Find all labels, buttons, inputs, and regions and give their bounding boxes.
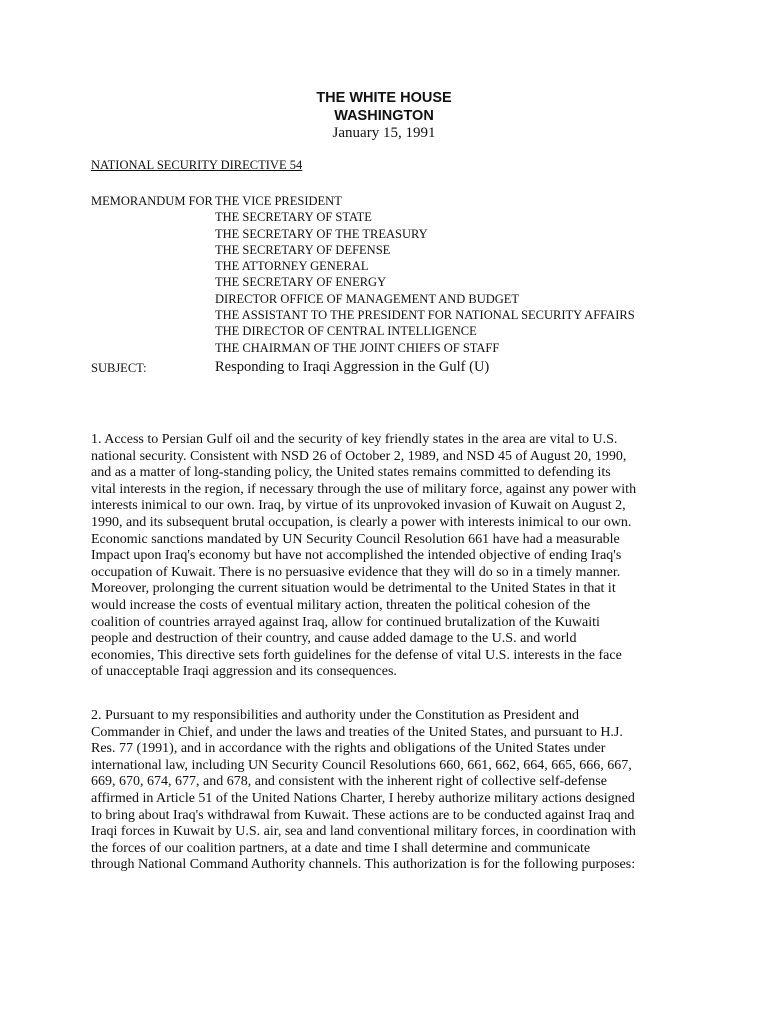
paragraph-line: affirmed in Article 51 of the United Nations Charter, I hereby authorize military actions designed xyxy=(91,790,635,806)
recipient-item: THE ATTORNEY GENERAL xyxy=(215,259,369,274)
recipient-item: THE SECRETARY OF DEFENSE xyxy=(215,242,391,257)
header-white-house: THE WHITE HOUSE xyxy=(316,90,452,106)
recipient-item: THE CHAIRMAN OF THE JOINT CHIEFS OF STAFF xyxy=(215,340,500,355)
paragraph-line: people and destruction of their country, and cause added damage to the U.S. and world xyxy=(91,631,577,647)
paragraph-line: occupation of Kuwait. There is no persuasive evidence that they will do so in a timely manner. xyxy=(91,564,621,580)
recipient-item: THE ASSISTANT TO THE PRESIDENT FOR NATIONAL SECURITY AFFAIRS xyxy=(215,308,635,323)
recipient-item: DIRECTOR OFFICE OF MANAGEMENT AND BUDGET xyxy=(215,291,520,306)
paragraph-line: interests inimical to our own. Iraq, by virtue of its unprovoked invasion of Kuwait on August 2, xyxy=(91,498,626,514)
paragraph-line: and as a matter of long-standing policy, the United states remains committed to defending its xyxy=(91,465,611,481)
paragraph-line: 1990, and its subsequent brutal occupation, is clearly a power with interests inimical to our own. xyxy=(91,514,632,530)
recipient-item: THE SECRETARY OF STATE xyxy=(215,210,372,225)
paragraph-line: the forces of our coalition partners, at a date and time I shall determine and communicate xyxy=(91,840,591,856)
paragraph-line: vital interests in the region, if necessary through the use of military force, against any power with xyxy=(91,481,637,497)
recipient-item: THE SECRETARY OF ENERGY xyxy=(215,275,387,290)
paragraph-2 xyxy=(91,708,691,874)
paragraph-line: Iraqi forces in Kuwait by U.S. air, sea and land conventional military forces, in coordination with xyxy=(91,824,636,840)
paragraph-line: would increase the costs of eventual military action, threaten the political cohesion of the xyxy=(91,597,591,613)
recipient-item: THE VICE PRESIDENT xyxy=(215,194,342,208)
paragraph-line: economies, This directive sets forth guidelines for the defense of vital U.S. interests in the face xyxy=(91,647,622,663)
paragraph-line: through National Command Authority channels. This authorization is for the following purposes: xyxy=(91,857,636,873)
paragraph-line: Commander in Chief, and under the laws and treaties of the United States, and pursuant to H.J. xyxy=(91,724,623,740)
header-washington: WASHINGTON xyxy=(334,108,434,124)
recipient-list xyxy=(215,193,635,356)
subject-text: Responding to Iraqi Aggression in the Gulf (U) xyxy=(215,359,490,375)
paragraph-line: 1. Access to Persian Gulf oil and the security of key friendly states in the area are vital to U.S. xyxy=(91,432,618,447)
paragraph-line: international law, including UN Security Council Resolutions 660, 661, 662, 664, 665, 666, 667, xyxy=(91,757,632,773)
recipient-item: THE DIRECTOR OF CENTRAL INTELLIGENCE xyxy=(215,324,477,339)
paragraph-line: Impact upon Iraq's economy but have not accomplished the intended objective of ending Iraq's xyxy=(91,548,622,564)
paragraph-line: national security. Consistent with NSD 26 of October 2, 1989, and NSD 45 of August 20, 1990, xyxy=(91,448,627,464)
directive-title: NATIONAL SECURITY DIRECTIVE 54 xyxy=(91,158,303,172)
paragraph-line: Economic sanctions mandated by UN Security Council Resolution 661 have had a measurable xyxy=(91,531,620,547)
recipient-item: THE SECRETARY OF THE TREASURY xyxy=(215,226,428,241)
paragraph-line: coalition of countries arrayed against Iraq, allow for continued brutalization of the Kuwaiti xyxy=(91,614,600,630)
paragraph-line: 2. Pursuant to my responsibilities and authority under the Constitution as President and xyxy=(91,708,580,723)
memorandum-label: MEMORANDUM FOR xyxy=(91,194,213,208)
subject-label: SUBJECT: xyxy=(91,361,147,375)
paragraph-line: 669, 670, 674, 677, and 678, and consistent with the inherent right of collective self-defense xyxy=(91,774,607,790)
paragraph-line: Moreover, prolonging the current situation would be detrimental to the United States in that it xyxy=(91,581,616,597)
paragraph-line: to bring about Iraq's withdrawal from Kuwait. These actions are to be conducted against Iraq and xyxy=(91,807,635,823)
paragraph-1 xyxy=(91,432,691,681)
header-date: January 15, 1991 xyxy=(332,125,436,141)
paragraph-line: Res. 77 (1991), and in accordance with the rights and obligations of the United States under xyxy=(91,741,606,757)
paragraph-line: of unacceptable Iraqi aggression and its consequences. xyxy=(91,664,397,680)
